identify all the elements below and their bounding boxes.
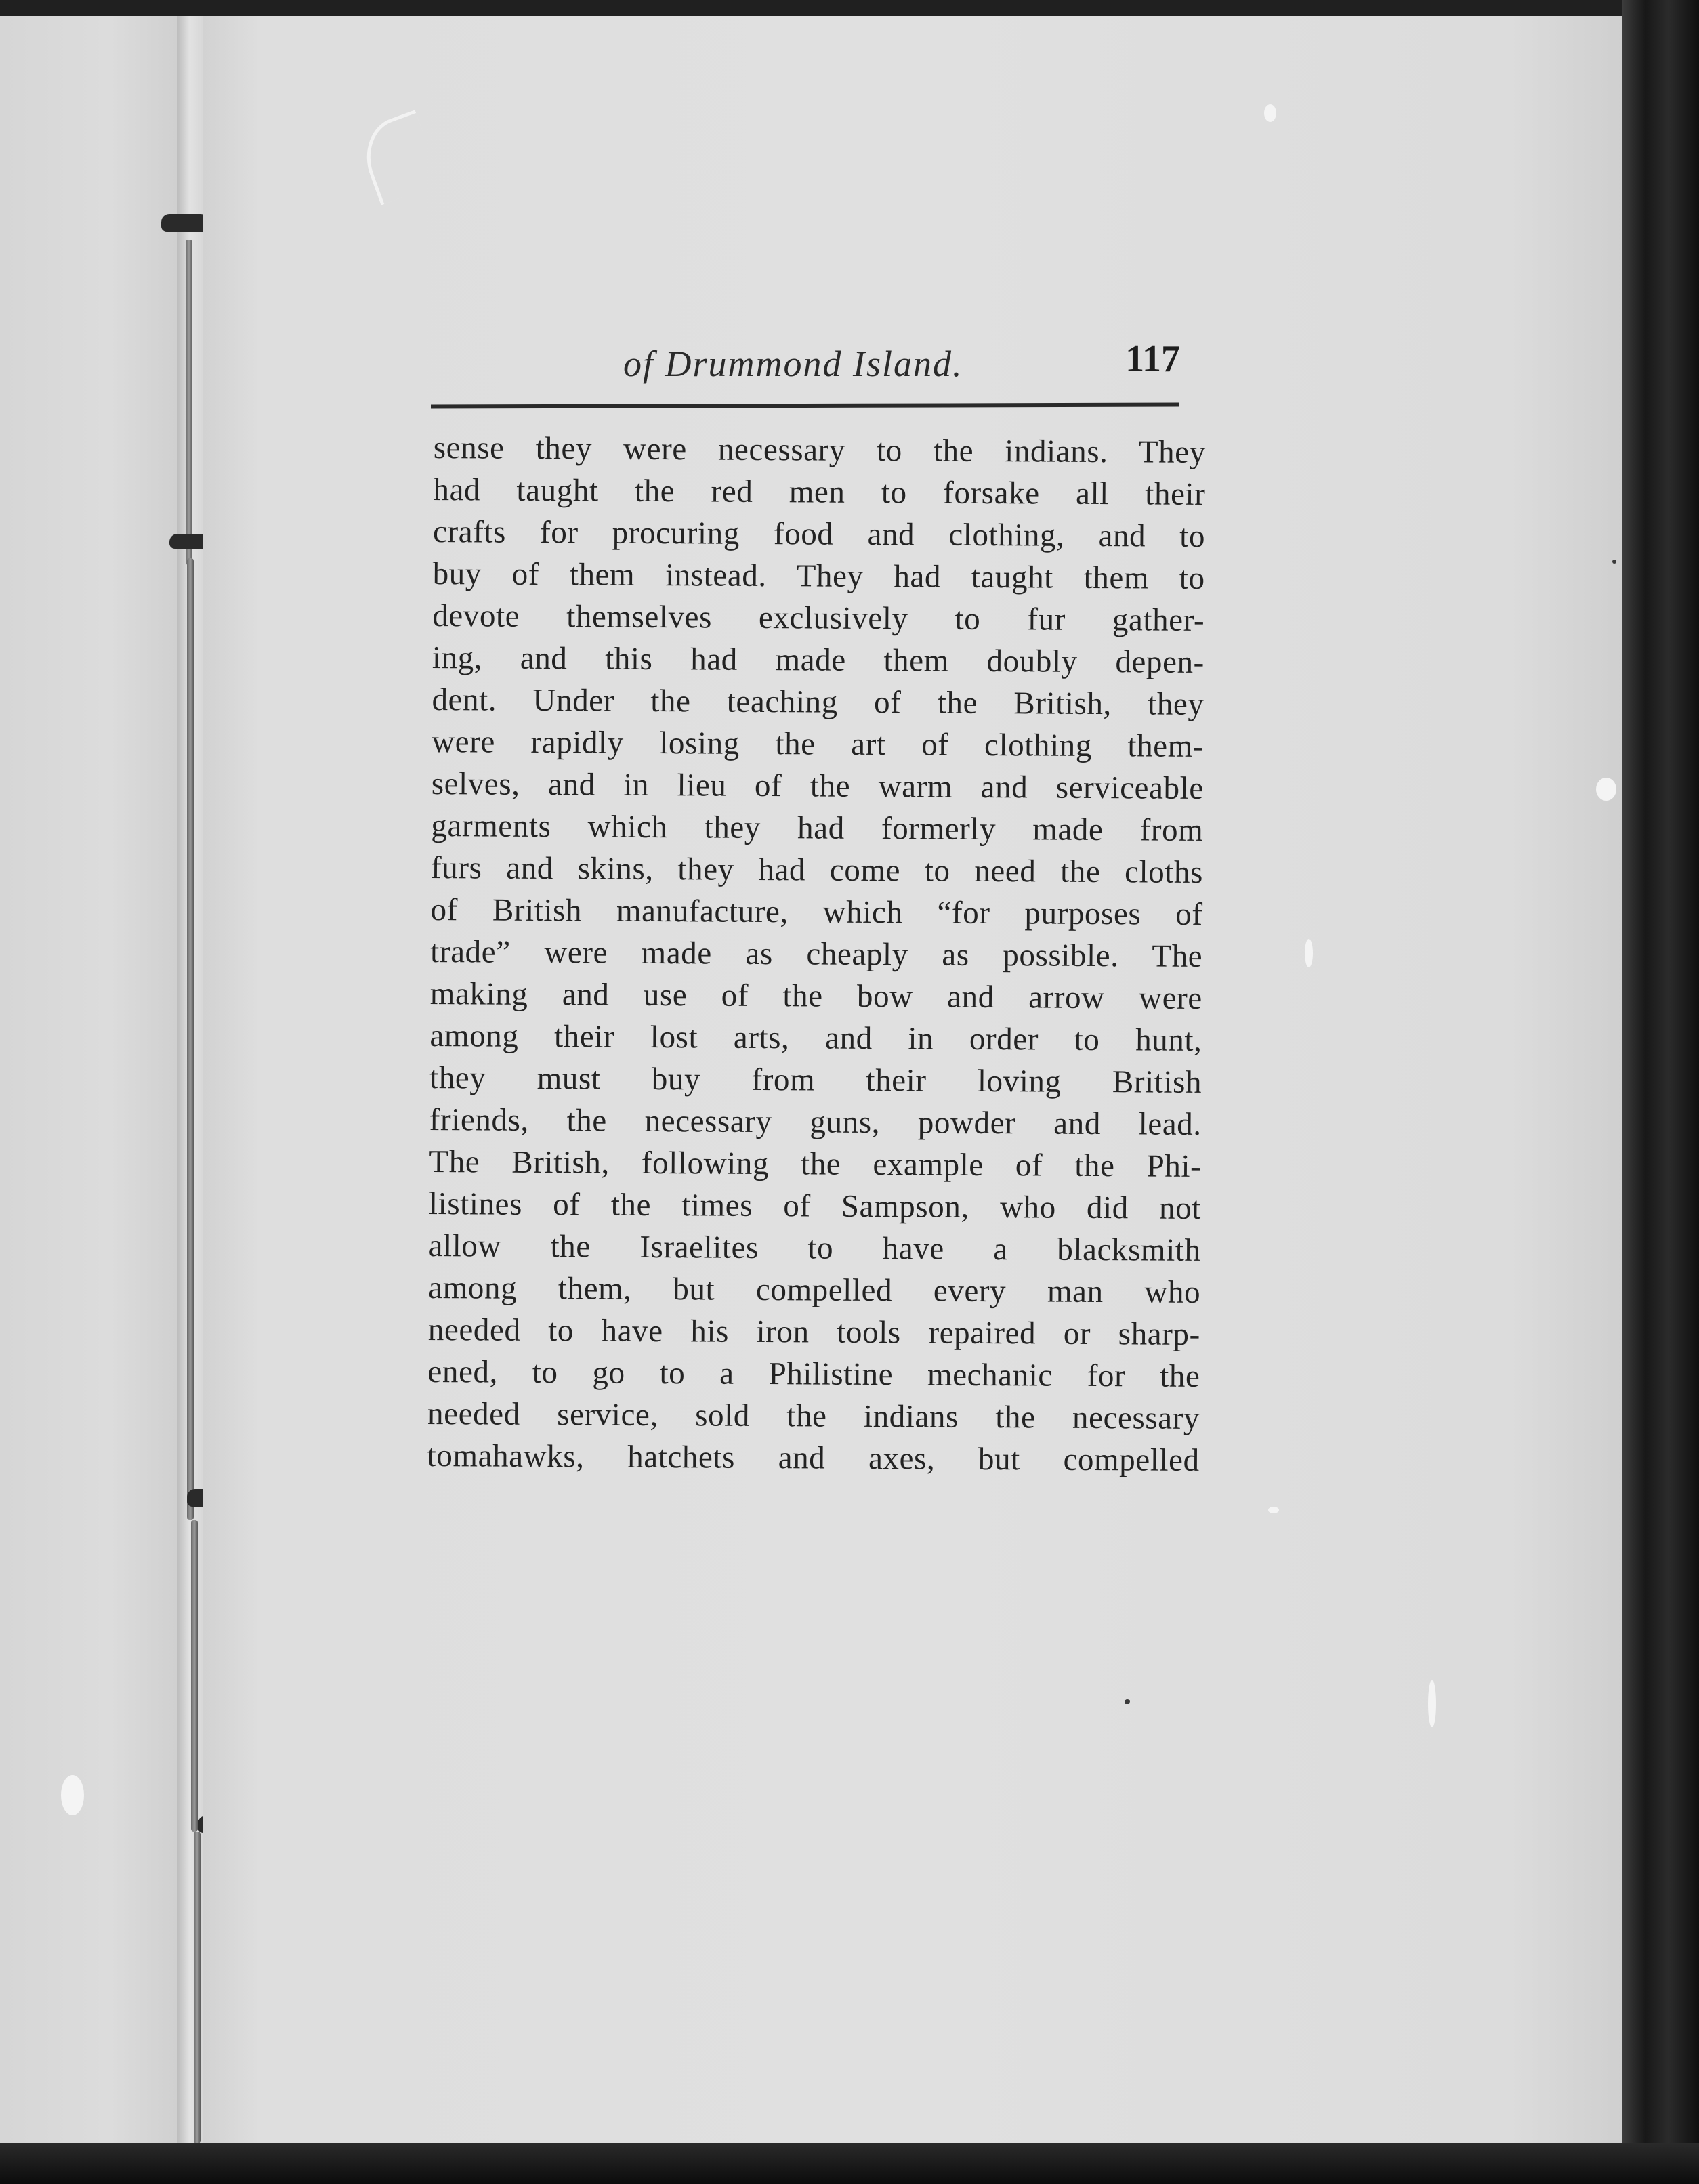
- text-line: listines of the times of Sampson, who did not: [428, 1185, 1202, 1226]
- text-line: furs and skins, they had come to need the cloths: [430, 849, 1204, 890]
- text-line: allow the Israelites to have a blacksmith: [428, 1227, 1201, 1268]
- text-line: were rapidly losing the art of clothing them-: [432, 723, 1204, 764]
- text-line: The British, following the example of the Phi-: [429, 1143, 1202, 1184]
- scan-bed-top-edge: [0, 0, 1699, 16]
- scan-artifact: [1596, 778, 1616, 801]
- scan-artifact: [1428, 1680, 1436, 1727]
- text-line: dent. Under the teaching of the British, they: [432, 681, 1204, 722]
- text-line: had taught the red men to forsake all their: [433, 471, 1206, 512]
- stitch-thread: [191, 1520, 198, 1832]
- text-line: they must buy from their loving British: [429, 1059, 1202, 1100]
- text-line: among their lost arts, and in order to hunt,: [429, 1017, 1202, 1058]
- text-line: garments which they had formerly made from: [431, 807, 1204, 848]
- text-line: trade” were made as cheaply as possible. The: [430, 933, 1203, 974]
- text-line: selves, and in lieu of the warm and serviceable: [431, 765, 1204, 806]
- running-title: of Drummond Island.: [623, 343, 963, 384]
- book-cover-edge: [1622, 0, 1699, 2184]
- text-line: needed to have his iron tools repaired or sharp-: [427, 1311, 1200, 1352]
- scan-artifact: [1305, 939, 1313, 967]
- text-line: sense they were necessary to the indians. They: [433, 429, 1206, 470]
- stitch-thread: [186, 240, 192, 565]
- text-line: devote themselves exclusively to fur gather-: [432, 597, 1205, 638]
- text-line: ened, to go to a Philistine mechanic for the: [427, 1353, 1200, 1394]
- body-text: [427, 427, 1206, 1482]
- scan-artifact: [1268, 1507, 1279, 1513]
- text-line: crafts for procuring food and clothing, and to: [432, 513, 1206, 554]
- text-line: buy of them instead. They had taught them to: [432, 555, 1205, 596]
- page-number: 117: [1125, 338, 1180, 380]
- text-line: ing, and this had made them doubly depen-: [432, 639, 1205, 680]
- scan-bed-bottom-edge: [0, 2143, 1699, 2184]
- scan-artifact: [61, 1775, 84, 1815]
- running-header: [434, 337, 1180, 390]
- stitch-thread: [194, 1832, 201, 2143]
- text-line: friends, the necessary guns, powder and lead.: [429, 1101, 1202, 1142]
- text-line: of British manufacture, which “for purposes of: [430, 891, 1203, 932]
- left-blank-page: [0, 16, 183, 2143]
- text-line: tomahawks, hatchets and axes, but compelled: [427, 1437, 1200, 1478]
- scan-artifact: [1612, 560, 1616, 564]
- binding-stitch-knot: [161, 214, 209, 232]
- text-line: making and use of the bow and arrow were: [429, 975, 1203, 1016]
- text-line: among them, but compelled every man who: [428, 1269, 1201, 1310]
- text-line: needed service, sold the indians the necessary: [427, 1395, 1200, 1436]
- stitch-thread: [187, 558, 194, 1520]
- scan-artifact: [1264, 104, 1276, 122]
- scan-artifact: [1125, 1699, 1130, 1704]
